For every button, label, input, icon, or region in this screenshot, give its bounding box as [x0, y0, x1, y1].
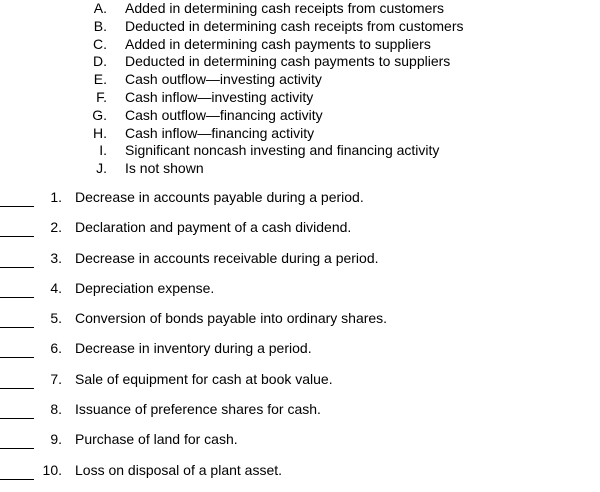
answer-blank[interactable] — [0, 462, 34, 480]
question-item-5 — [0, 310, 600, 340]
option-letter: E. — [93, 71, 107, 88]
answer-blank[interactable] — [0, 250, 34, 268]
item-text: Decrease in inventory during a period. — [75, 340, 312, 357]
item-text: Declaration and payment of a cash dividend. — [75, 219, 352, 236]
question-item-7 — [0, 371, 600, 401]
option-h — [0, 125, 600, 143]
answer-options-list — [0, 0, 600, 178]
item-number: 7. — [50, 370, 62, 387]
option-letter: J. — [96, 160, 107, 177]
option-letter: I. — [99, 142, 107, 159]
item-number: 5. — [50, 310, 62, 327]
item-text: Conversion of bonds payable into ordinary shares. — [75, 310, 388, 327]
option-text: Added in determining cash payments to suppliers — [125, 35, 431, 52]
item-number: 2. — [50, 219, 62, 236]
item-text: Purchase of land for cash. — [75, 431, 238, 448]
question-item-2 — [0, 219, 600, 249]
option-letter: H. — [93, 124, 107, 141]
question-item-1 — [0, 189, 600, 219]
item-number: 8. — [50, 401, 62, 418]
option-j — [0, 160, 600, 178]
option-text: Cash inflow—financing activity — [125, 124, 315, 141]
option-a — [0, 0, 600, 18]
item-text: Depreciation expense. — [75, 279, 215, 296]
item-number: 3. — [50, 249, 62, 266]
answer-blank[interactable] — [0, 340, 34, 358]
question-item-8 — [0, 401, 600, 431]
option-e — [0, 71, 600, 89]
item-text: Decrease in accounts receivable during a period. — [75, 249, 379, 266]
option-f — [0, 89, 600, 107]
option-letter: F. — [96, 88, 107, 105]
question-item-4 — [0, 280, 600, 310]
answer-blank[interactable] — [0, 371, 34, 389]
item-text: Issuance of preference shares for cash. — [75, 401, 321, 418]
item-text: Loss on disposal of a plant asset. — [75, 461, 283, 478]
option-text: Cash outflow—investing activity — [125, 71, 322, 88]
item-number: 4. — [50, 279, 62, 296]
item-number: 9. — [50, 431, 62, 448]
question-items-list — [0, 189, 600, 492]
option-text: Deducted in determining cash receipts from customers — [125, 17, 464, 34]
item-number: 6. — [50, 340, 62, 357]
option-text: Cash outflow—financing activity — [125, 106, 323, 123]
item-number: 1. — [50, 189, 62, 205]
option-text: Added in determining cash receipts from customers — [125, 0, 445, 16]
answer-blank[interactable] — [0, 310, 34, 328]
answer-blank[interactable] — [0, 401, 34, 419]
option-c — [0, 36, 600, 54]
question-item-3 — [0, 250, 600, 280]
option-d — [0, 53, 600, 71]
option-letter: B. — [93, 17, 107, 34]
option-letter: C. — [93, 35, 107, 52]
answer-blank[interactable] — [0, 431, 34, 449]
item-number: 10. — [42, 461, 62, 478]
question-item-6 — [0, 340, 600, 370]
option-text: Cash inflow—investing activity — [125, 88, 314, 105]
option-text: Significant noncash investing and financing activity — [125, 142, 440, 159]
question-item-9 — [0, 431, 600, 461]
option-i — [0, 142, 600, 160]
item-text: Decrease in accounts payable during a period. — [75, 189, 364, 205]
option-letter: G. — [92, 106, 107, 123]
option-g — [0, 107, 600, 125]
option-letter: D. — [93, 53, 107, 70]
option-text: Deducted in determining cash payments to suppliers — [125, 53, 451, 70]
item-text: Sale of equipment for cash at book value. — [75, 370, 333, 387]
option-text: Is not shown — [125, 160, 204, 177]
answer-blank[interactable] — [0, 189, 34, 207]
answer-blank[interactable] — [0, 280, 34, 298]
question-item-10 — [0, 462, 600, 492]
option-letter: A. — [93, 0, 107, 16]
answer-blank[interactable] — [0, 219, 34, 237]
option-b — [0, 18, 600, 36]
